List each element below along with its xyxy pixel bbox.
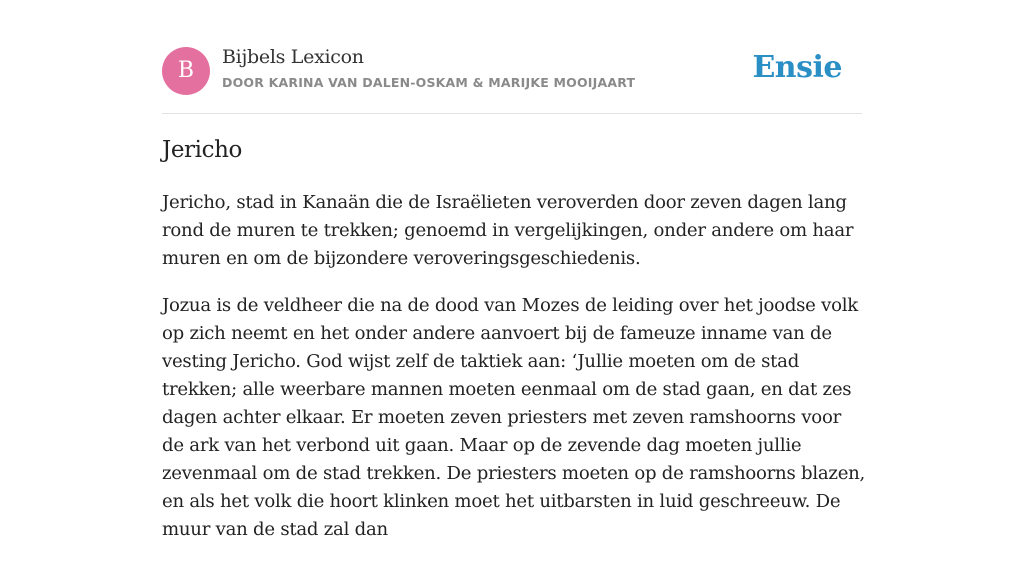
entry-title: Jericho xyxy=(162,137,242,163)
entry-content xyxy=(162,189,867,563)
book-header xyxy=(162,40,862,114)
ensie-logo[interactable]: Ensie xyxy=(752,50,842,85)
entry-paragraph: Jozua is de veldheer die na de dood van Mozes de leiding over het joodse volk op zich neemt en het onder andere aanvoert bij de fameuze inname van de vesting Jericho. God wijst zelf de taktiek aan: ‘Jullie moeten om de stad trekken; alle weerbare mannen moeten eenmaal om de stad gaan, en dat zes dagen achter elkaar. Er moeten zeven priesters met zeven ramshoorns voor de ark van het verbond uit gaan. Maar op de zevende dag moeten jullie zevenmaal om de stad trekken. De priesters moeten op de ramshoorns blazen, en als het volk die hoort klinken moet het uitbarsten in luid geschreeuw. De muur van de stad zal dan xyxy=(162,295,866,540)
book-title[interactable]: Bijbels Lexicon xyxy=(222,46,364,68)
book-authors: DOOR KARINA VAN DALEN-OSKAM & MARIJKE MOOIJAART xyxy=(222,75,636,90)
book-avatar[interactable]: B xyxy=(162,47,210,95)
entry-paragraph: Jericho, stad in Kanaän die de Israëlieten veroverden door zeven dagen lang rond de muren te trekken; genoemd in vergelijkingen, onder andere om haar muren en om de bijzondere veroveringsgeschiedenis. xyxy=(162,192,854,269)
